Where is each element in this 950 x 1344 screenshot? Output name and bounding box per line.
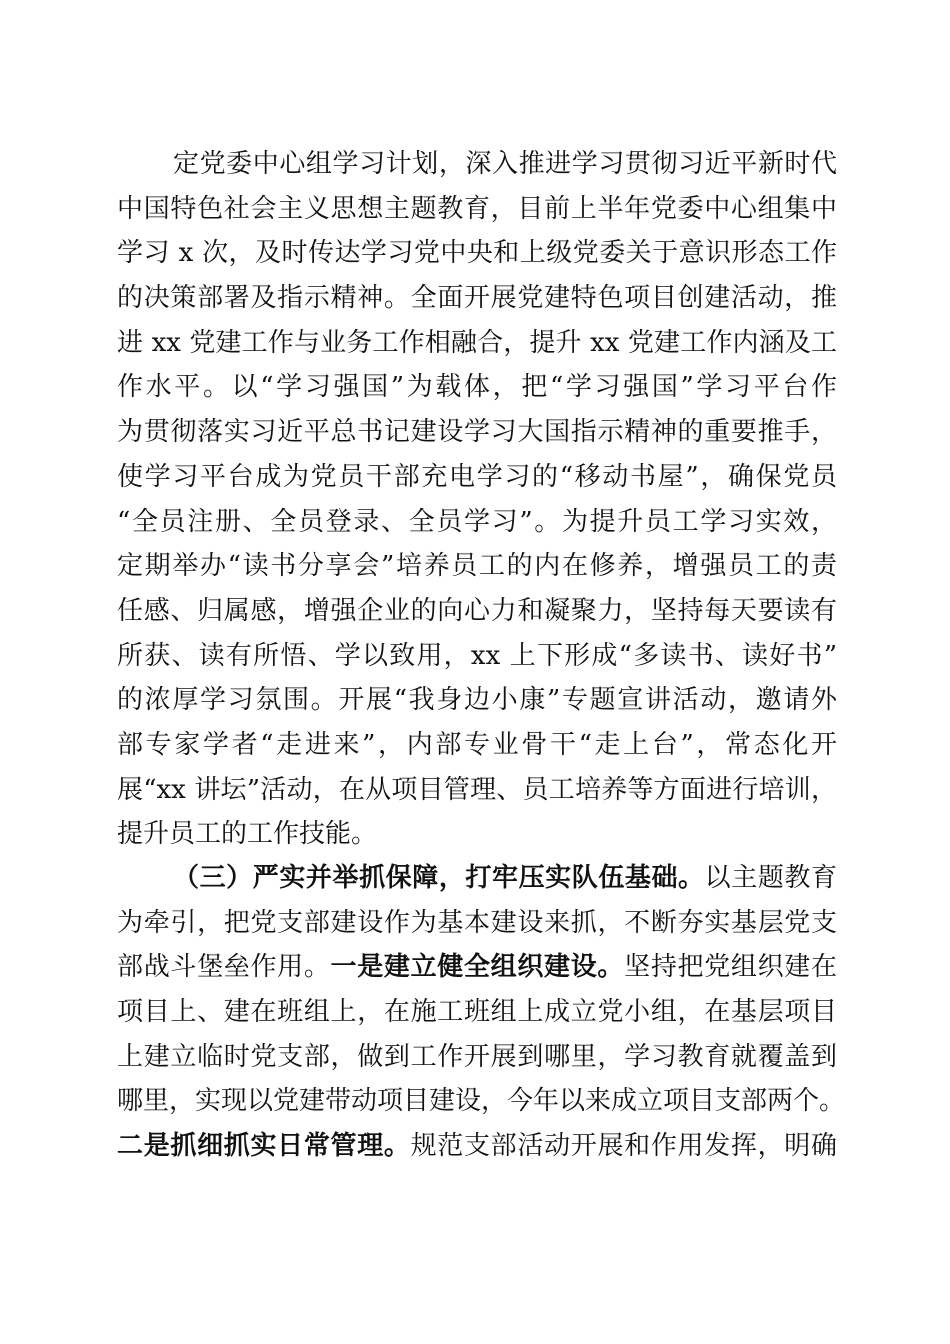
text-line — [117, 544, 837, 589]
line-text: 规范支部活动开展和作用发挥，明确 — [410, 1131, 837, 1162]
sub-heading: 二是抓细抓实日常管理。 — [117, 1131, 411, 1162]
text-line — [117, 231, 837, 276]
text-line — [117, 1079, 846, 1124]
line-text: 定党委中心组学习计划，深入推进学习贯彻习近平新时代 — [173, 149, 837, 179]
text-line — [117, 768, 837, 813]
text-line — [117, 187, 837, 232]
text-line — [117, 500, 837, 545]
line-text: 的决策部署及指示精神。全面开展党建特色项目创建活动，推 — [117, 283, 837, 314]
line-text: 部专家学者“走进来”，内部专业骨干“走上台”，常态化开 — [117, 729, 837, 760]
line-text: 作水平。以“学习强国”为载体，把“学习强国”学习平台作 — [117, 372, 837, 403]
text-line — [117, 1124, 837, 1169]
text-line — [117, 1035, 837, 1080]
line-text: 哪里，实现以党建带动项目建设，今年以来成立项目支部两个。 — [117, 1086, 846, 1117]
line-text: 为贯彻落实习近平总书记建设学习大国指示精神的重要推手， — [117, 417, 837, 448]
line-text: 进 xx 党建工作与业务工作相融合，提升 xx 党建工作内涵及工 — [117, 327, 837, 358]
text-line — [117, 990, 837, 1035]
text-line — [117, 634, 837, 679]
paragraph-2 — [117, 856, 846, 1169]
line-text: 上建立临时党支部，做到工作开展到哪里，学习教育就覆盖到 — [117, 1041, 837, 1072]
line-text: 任感、归属感，增强企业的向心力和凝聚力，坚持每天要读有 — [117, 595, 837, 626]
line-text: 部战斗堡垒作用。 — [117, 952, 331, 983]
line-text: 使学习平台成为党员干部充电学习的“移动书屋”，确保党员 — [117, 461, 837, 492]
text-line — [117, 945, 837, 990]
text-line — [117, 901, 837, 946]
line-text: 展“xx 讲坛”活动，在从项目管理、员工培养等方面进行培训， — [117, 774, 837, 805]
line-text: 的浓厚学习氛围。开展“我身边小康”专题宣讲活动，邀请外 — [117, 685, 837, 716]
section-heading: （三）严实并举抓保障，打牢压实队伍基础。 — [173, 863, 705, 893]
text-line — [117, 856, 837, 901]
line-text: “全员注册、全员登录、全员学习”。为提升员工学习实效， — [117, 506, 837, 537]
line-text: 学习 x 次，及时传达学习党中央和上级党委关于意识形态工作 — [117, 238, 837, 269]
text-line — [117, 321, 837, 366]
text-line — [117, 365, 837, 410]
paragraph-1 — [117, 142, 837, 857]
text-line — [117, 142, 837, 187]
line-text: 提升员工的工作技能。 — [117, 819, 378, 850]
text-line — [117, 455, 837, 500]
text-line — [117, 410, 837, 455]
line-text: 坚持把党组织建在 — [624, 952, 837, 983]
text-line — [117, 678, 837, 723]
text-line — [117, 589, 837, 634]
line-text: 所获、读有所悟、学以致用，xx 上下形成“多读书、读好书” — [117, 640, 837, 671]
text-line — [117, 812, 837, 857]
text-line — [117, 276, 837, 321]
text-line — [117, 723, 837, 768]
line-text: 为牵引，把党支部建设作为基本建设来抓，不断夯实基层党支 — [117, 907, 837, 938]
line-text: 项目上、建在班组上，在施工班组上成立党小组，在基层项目 — [117, 997, 837, 1028]
sub-heading: 一是建立健全组织建设。 — [330, 952, 625, 983]
line-text: 定期举办“读书分享会”培养员工的内在修养，增强员工的责 — [117, 551, 837, 582]
line-text: 以主题教育 — [704, 863, 837, 893]
line-text: 中国特色社会主义思想主题教育，目前上半年党委中心组集中 — [117, 193, 837, 224]
